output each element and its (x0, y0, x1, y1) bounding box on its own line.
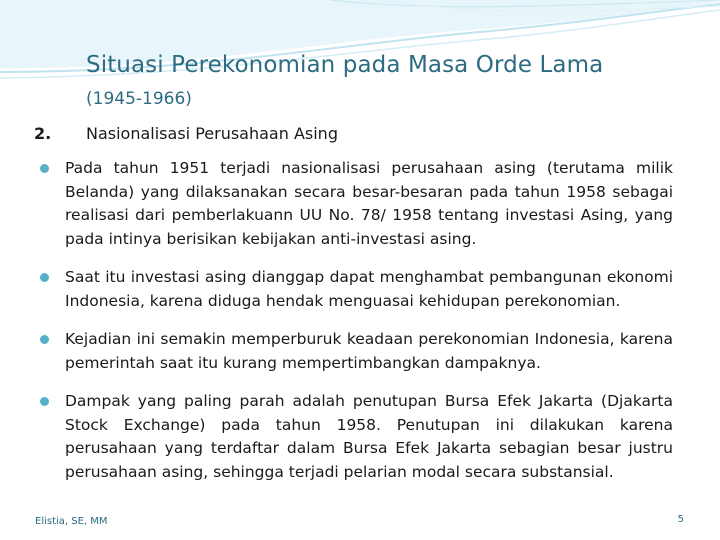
section-title: Nasionalisasi Perusahaan Asing (86, 124, 338, 143)
bullet-icon (40, 335, 49, 344)
bullet-icon (40, 164, 49, 173)
bullet-icon (40, 273, 49, 282)
bullet-text: Saat itu investasi asing dianggap dapat menghambat pembangunan ekonomi Indonesia, karena diduga hendak menguasai kehidupan perekonomian. (65, 268, 673, 310)
section-number: 2. (34, 124, 52, 143)
slide-title: Situasi Perekonomian pada Masa Orde Lama (86, 52, 604, 78)
bullet-text: Dampak yang paling parah adalah penutupan Bursa Efek Jakarta (Djakarta Stock Exchange) pada tahun 1958. Penutupan ini dilakukan karena perusahaan yang terdaftar dalam Bursa Efek Jakarta sebagian besar justru perusahaan asing, sehingga terjadi pelarian modal secara substansial. (65, 392, 673, 481)
page-number: 5 (677, 514, 684, 525)
bullet-item (36, 328, 673, 375)
slide-subtitle: (1945-1966) (86, 89, 192, 109)
footer-author: Elistia, SE, MM (35, 516, 108, 527)
bullet-text: Kejadian ini semakin memperburuk keadaan perekonomian Indonesia, karena pemerintah saat itu kurang mempertimbangkan dampaknya. (65, 330, 673, 372)
bullet-icon (40, 397, 49, 406)
bullet-item (36, 157, 673, 251)
bullet-item (36, 266, 673, 313)
bullet-item (36, 390, 673, 484)
bullet-text: Pada tahun 1951 terjadi nasionalisasi perusahaan asing (terutama milik Belanda) yang dilaksanakan secara besar-besaran pada tahun 1958 sebagai realisasi dari pemberlakuann UU No. 78/ 1958 tentang investasi Asing, yang pada intinya berisikan kebijakan anti-investasi asing. (65, 159, 673, 248)
bullet-list (36, 157, 673, 499)
section-heading (34, 124, 338, 143)
